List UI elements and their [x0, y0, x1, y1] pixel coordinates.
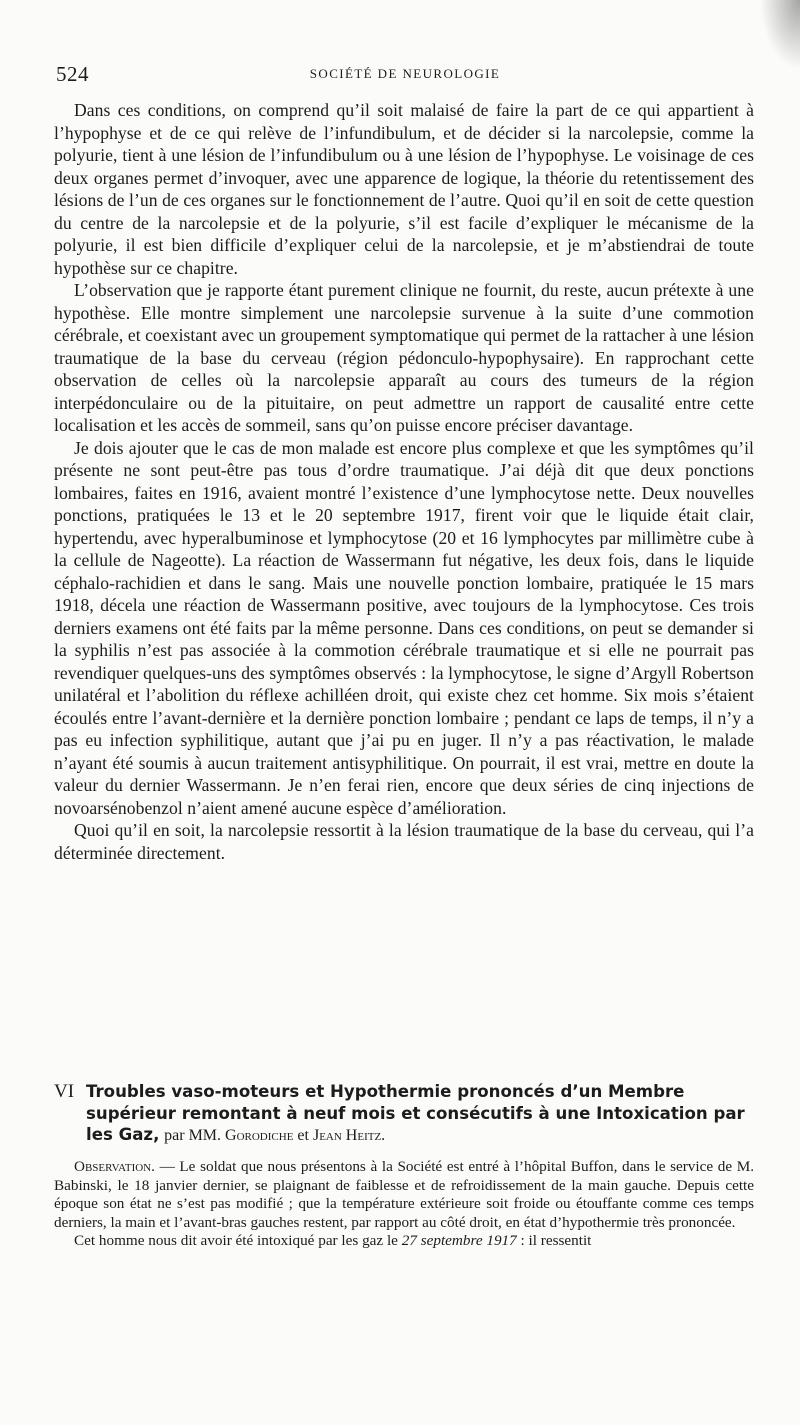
page-scan-smudge: [760, 0, 800, 70]
paragraph: L’observation que je rapporte étant purement clinique ne fournit, du reste, aucun prétexte à une hypothèse. Elle montre simplement une narcolepsie survenue à la suite d’une commotion cérébrale, et coexistant avec un groupement symptomatique qui permet de la rattacher à une lésion traumatique de la base du cerveau (région pédonculo-hypophysaire). En rapprochant cette observation de celles où la narcolepsie apparaît au cours des tumeurs de la région interpédonculaire ou de la pituitaire, on peut admettre un rapport de causalité entre cette localisation et les accès de sommeil, sans qu’on puisse encore préciser davantage.: [54, 280, 754, 435]
running-head: [56, 62, 754, 88]
section-heading-block: [54, 1081, 754, 1147]
section-number: VI: [54, 1081, 75, 1102]
observation-date: 27 septembre 1917: [401, 1232, 517, 1250]
paragraph: Dans ces conditions, on comprend qu’il soit malaisé de faire la part de ce qui appartient à l’hypophyse et de ce qui relève de l’infundibulum, et de décider si la narcolepsie, comme la polyurie, tient à une lésion de l’infundibulum ou à une lésion de l’hypophyse. Le voisinage de ces deux organes permet d’invoquer, avec une apparence de logique, la théorie du retentissement des lésions de l’un de ces organes sur le fonctionnement de l’autre. Quoi qu’il en soit de cette question du centre de la narcolepsie et de la polyurie, s’il est facile d’expliquer le mécanisme de la polyurie, il est bien difficile d’expliquer celui de la narcolepsie, et je m’abstiendrai de toute hypothèse sur ce chapitre.: [54, 100, 754, 278]
observation-paragraph: [54, 1232, 754, 1251]
section-title: Troubles vaso-moteurs et Hypothermie prononcés d’un Membre supérieur remontant à neuf mois et consécutifs à une Intoxication par les Gaz,: [86, 1082, 745, 1144]
authors-prefix: MM.: [188, 1127, 222, 1144]
main-text: [54, 99, 754, 864]
author-name: Gorodiche: [225, 1127, 294, 1144]
observation-label: Observation.: [74, 1158, 155, 1175]
observation-text-1: — Le soldat que nous présentons à la Société est entré à l’hôpital Buffon, dans le service de M. Babinski, le 18 janvier dernier, se plaignant de faiblesse et de refroidissement de la main gauche. Depuis cette époque son état ne s’est pas modifié ; que la température extérieure soit froide ou étouffante comme ces temps derniers, la main et l’avant-bras gauches restent, par rapport au côté droit, en état d’hypothermie très prononcée.: [54, 1158, 755, 1231]
and-word: et: [297, 1127, 309, 1144]
observation-text: [54, 1158, 754, 1251]
observation-text-2-end: : il ressentit: [520, 1232, 592, 1250]
section-heading: [54, 1081, 754, 1147]
by-word: par: [164, 1127, 185, 1144]
journal-title: SOCIÉTÉ DE NEUROLOGIE: [309, 66, 501, 81]
paragraph: Quoi qu’il en soit, la narcolepsie ressortit à la lésion traumatique de la base du cerveau, qui l’a déterminée directement.: [54, 820, 754, 863]
paragraph: Je dois ajouter que le cas de mon malade est encore plus complexe et que les symptômes qu’il présente ne sont peut-être pas tous d’ordre traumatique. J’ai déjà dit que deux ponctions lombaires, faites en 1916, avaient montré l’existence d’une lymphocytose nette. Deux nouvelles ponctions, pratiquées le 13 et le 20 septembre 1917, firent voir que le liquide était clair, hypertendu, avec hyperalbuminose et lymphocytose (20 et 16 lymphocytes par millimètre cube à la cellule de Nageotte). La réaction de Wassermann fut négative, les deux fois, dans le liquide céphalo-rachidien et dans le sang. Mais une nouvelle ponction lombaire, pratiquée le 15 mars 1918, décela une réaction de Wassermann positive, avec toujours de la lymphocytose. Ces trois derniers examens ont été faits par la même personne. Dans ces conditions, on peut se demander si la syphilis n’est pas associée à la commotion cérébrale traumatique et si elle ne pourrait pas revendiquer quelques-uns des symptômes observés : la lymphocytose, le signe d’Argyll Robertson unilatéral et l’abolition du réflexe achilléen droit, qui existe chez cet homme. Six mois s’étaient écoulés entre l’avant-dernière et la dernière ponction lombaire ; pendant ce laps de temps, il n’y a pas eu infection syphilitique, autant que j’ai pu en juger. Il n’y a pas réactivation, le malade n’ayant été soumis à aucun traitement antisyphilitique. On pourrait, il est vrai, mettre en doute la valeur du dernier Wassermann. Je n’en ferai rien, encore que deux séries de cinq injections de novoarsénobenzol n’aient amené aucune espèce d’amélioration.: [54, 437, 754, 818]
page-number: 524: [56, 62, 89, 86]
observation-paragraph: [54, 1158, 754, 1232]
observation-text-2-start: Cet homme nous dit avoir été intoxiqué par les gaz le: [74, 1232, 398, 1250]
author-name: Jean Heitz.: [312, 1127, 386, 1144]
section-authors: [164, 1127, 385, 1144]
